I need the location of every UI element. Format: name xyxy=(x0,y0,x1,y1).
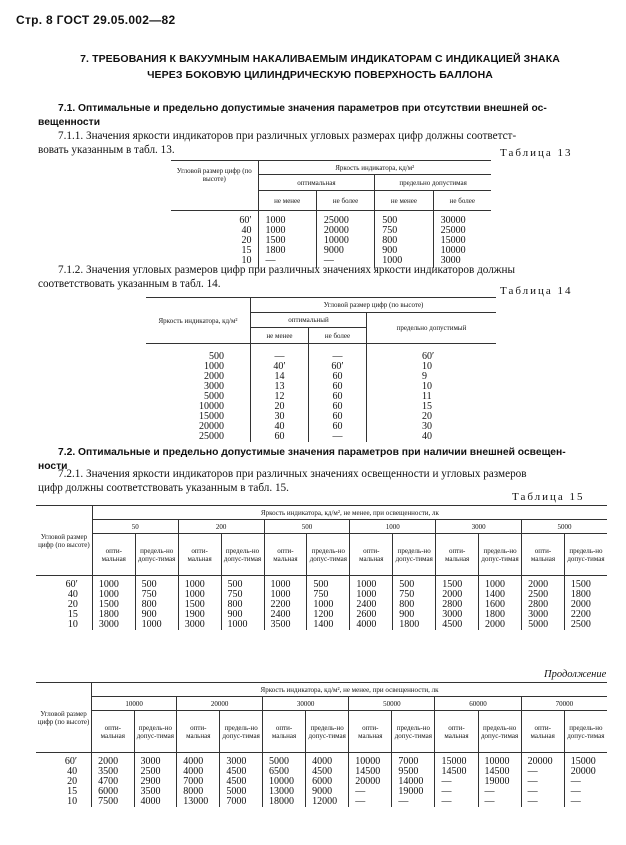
t15b-opt-0: опти-мальная xyxy=(92,711,134,753)
t15-lim-2: предель-но допус-тимая xyxy=(307,534,350,576)
table14-caption: Таблица 14 xyxy=(500,285,573,297)
t13-col2: 25000 20000 10000 9000 — xyxy=(316,211,374,268)
t15-rowhead: Угловой размер цифр (по высоте) xyxy=(36,506,92,576)
t15-lux-0: 50 xyxy=(92,520,178,534)
p721-line2: цифр должны соответствовать указанным в табл. 15. xyxy=(38,482,289,494)
t15-lux-5: 5000 xyxy=(522,520,607,534)
t15b-col-3: 4000 4000 7000 8000 13000 xyxy=(177,753,220,808)
t15-lim-0: предель-но допус-тимая xyxy=(135,534,178,576)
t15b-col-2: 3000 2500 2900 3500 4000 xyxy=(134,753,177,808)
t15-col-8: 500 750 800 900 1800 xyxy=(393,576,436,631)
t13-lim: предельно допустимая xyxy=(375,175,491,191)
t15b-col-9: 15000 14500 — — — xyxy=(435,753,478,808)
t13-nm1: не менее xyxy=(258,191,316,211)
t14-col0: 500 1000 2000 3000 5000 10000 15000 20000 25000 xyxy=(146,344,251,443)
section-title-line2: ЧЕРЕЗ БОКОВУЮ ЦИЛИНДРИЧЕСКУЮ ПОВЕРХНОСТЬ БАЛЛОНА xyxy=(147,69,493,81)
t15-lim-1: предель-но допус-тимая xyxy=(221,534,264,576)
t14-nb: не более xyxy=(309,328,367,344)
t15b-col0: 60′ 40 20 15 10 xyxy=(36,753,92,808)
t15-col-9: 1500 2000 2800 3000 4500 xyxy=(436,576,479,631)
t15b-col-10: 10000 14500 19000 — — xyxy=(478,753,521,808)
t15b-col-5: 5000 6500 10000 13000 18000 xyxy=(263,753,306,808)
t15-col-5: 1000 1000 2200 2400 3500 xyxy=(264,576,307,631)
t15b-col-6: 4000 4500 6000 9000 12000 xyxy=(306,753,349,808)
t15-col-10: 1000 1400 1600 1800 2000 xyxy=(479,576,522,631)
t15b-lim-2: предель-но допус-тимая xyxy=(306,711,349,753)
t15-col-4: 500 750 800 900 1000 xyxy=(221,576,264,631)
t14-group: Угловой размер цифр (по высоте) xyxy=(251,298,497,313)
t15b-opt-2: опти-мальная xyxy=(263,711,306,753)
t15-col-12: 1500 1800 2000 2200 2500 xyxy=(570,579,591,630)
t13-nb2: не более xyxy=(433,191,491,211)
t13-rowhead: Угловой размер цифр (по высоте) xyxy=(171,161,258,211)
t15-lux-2: 500 xyxy=(264,520,350,534)
t14-col2: — 60′ 60 60 60 60 60 60 — xyxy=(309,344,367,443)
t14-rowhead: Яркость индикатора, кд/м² xyxy=(146,298,251,344)
t15b-lux-0: 10000 xyxy=(92,697,177,711)
t15b-col-4: 3000 4500 4500 5000 7000 xyxy=(220,753,263,808)
p71-line2: вещенности xyxy=(38,117,101,128)
p712-line2: соответствовать указанным в табл. 14. xyxy=(38,278,221,290)
table13 xyxy=(171,160,491,268)
t15b-lim-0: предель-но допус-тимая xyxy=(134,711,177,753)
t15-opt-0: опти-мальная xyxy=(92,534,135,576)
t13-col1: 1000 1000 1500 1800 — xyxy=(258,211,316,268)
t15-lux-1: 200 xyxy=(178,520,264,534)
t15-lim-4: предель-но допус-тимая xyxy=(479,534,522,576)
table15-continued xyxy=(36,682,607,807)
table14 xyxy=(146,297,496,442)
t15b-opt-4: опти-мальная xyxy=(435,711,478,753)
p721-line1: 7.2.1. Значения яркости индикаторов при различных значениях освещенности и угловых размеров xyxy=(58,468,527,480)
t15-lux-4: 3000 xyxy=(436,520,522,534)
t15b-lux-2: 30000 xyxy=(263,697,349,711)
t15b-lux-4: 60000 xyxy=(435,697,521,711)
t15-col0: 60′ 40 20 15 10 xyxy=(36,576,92,631)
section-title xyxy=(50,51,590,83)
t15b-opt-3: опти-мальная xyxy=(349,711,392,753)
t15-group: Яркость индикатора, кд/м², не менее, при освещенности, лк xyxy=(92,506,607,520)
t15b-lux-1: 20000 xyxy=(177,697,263,711)
t15b-col-11: 20000 — — — — xyxy=(521,753,564,808)
p711-line1: 7.1.1. Значения яркости индикаторов при различных угловых размерах цифр должны соответст- xyxy=(58,130,517,142)
t14-col1: — 40′ 14 13 12 20 30 40 60 xyxy=(251,344,309,443)
t15b-lim-1: предель-но допус-тимая xyxy=(220,711,263,753)
t14-col3: 60′ 10 9 10 11 15 20 30 40 xyxy=(422,351,435,442)
t15b-group: Яркость индикатора, кд/м², не менее, при освещенности, лк xyxy=(92,683,607,697)
t13-col4: 30000 25000 15000 10000 3000 xyxy=(440,215,466,266)
t15b-opt-5: опти-мальная xyxy=(521,711,564,753)
t13-col3: 500 750 800 900 1000 xyxy=(375,211,433,268)
t15-col-1: 1000 1000 1500 1800 3000 xyxy=(92,576,135,631)
t15b-rowhead: Угловой размер цифр (по высоте) xyxy=(36,683,92,753)
p72-line2: ности xyxy=(38,461,68,472)
t14-nm: не менее xyxy=(251,328,309,344)
t15-lux-3: 1000 xyxy=(350,520,436,534)
t15-col-7: 1000 1000 2400 2600 4000 xyxy=(350,576,393,631)
t13-nm2: не менее xyxy=(375,191,433,211)
t15b-lim-3: предель-но допус-тимая xyxy=(392,711,435,753)
continuation-label: Продолжение xyxy=(544,669,607,680)
t15b-lux-3: 50000 xyxy=(349,697,435,711)
page-header: Стр. 8 ГОСТ 29.05.002—82 xyxy=(16,13,176,27)
table15-caption: Таблица 15 xyxy=(512,491,585,503)
t15-lim-3: предель-но допус-тимая xyxy=(393,534,436,576)
p71-line1: 7.1. Оптимальные и предельно допустимые значения параметров при отсутствии внешней ос- xyxy=(58,103,547,114)
t15-opt-4: опти-мальная xyxy=(436,534,479,576)
t14-opt: оптимальный xyxy=(251,313,367,328)
t15-col-11: 2000 2500 2800 3000 5000 xyxy=(522,576,565,631)
t13-group: Яркость индикатора, кд/м² xyxy=(258,161,491,175)
t14-lim: предельно допустимый xyxy=(367,313,497,344)
t15-col-6: 500 750 1000 1200 1400 xyxy=(307,576,350,631)
t15b-lim-5: предель-но допус-тимая xyxy=(564,711,607,753)
t15-opt-2: опти-мальная xyxy=(264,534,307,576)
t13-nb1: не более xyxy=(316,191,374,211)
t15-opt-3: опти-мальная xyxy=(350,534,393,576)
t15-opt-5: опти-мальная xyxy=(522,534,565,576)
p72-line1: 7.2. Оптимальные и предельно допустимые значения параметров при наличии внешней освещен- xyxy=(58,447,566,458)
section-title-line1: 7. ТРЕБОВАНИЯ К ВАКУУМНЫМ НАКАЛИВАЕМЫМ ИНДИКАТОРАМ С ИНДИКАЦИЕЙ ЗНАКА xyxy=(80,53,560,65)
p712-line1: 7.1.2. Значения угловых размеров цифр при различных значениях яркости индикаторов должны xyxy=(58,264,516,276)
t15b-col-12: 15000 20000 — — — xyxy=(570,756,596,807)
t15-lim-5: предель-но допус-тимая xyxy=(564,534,607,576)
table13-caption: Таблица 13 xyxy=(500,147,573,159)
t15b-opt-1: опти-мальная xyxy=(177,711,220,753)
t13-opt: оптимальная xyxy=(258,175,375,191)
table15 xyxy=(36,505,607,630)
t15b-col-1: 2000 3500 4700 6000 7500 xyxy=(92,753,134,808)
t13-col0: 60′ 40 20 15 10 xyxy=(171,211,258,268)
t15-col-3: 1000 1000 1500 1900 3000 xyxy=(178,576,221,631)
t15b-col-8: 7000 9500 14000 19000 — xyxy=(392,753,435,808)
t15-opt-1: опти-мальная xyxy=(178,534,221,576)
t15b-lux-5: 70000 xyxy=(521,697,607,711)
t15b-lim-4: предель-но допус-тимая xyxy=(478,711,521,753)
p711-line2: вовать указанным в табл. 13. xyxy=(38,144,175,156)
t15-col-2: 500 750 800 900 1000 xyxy=(135,576,178,631)
t15b-col-7: 10000 14500 20000 — — xyxy=(349,753,392,808)
